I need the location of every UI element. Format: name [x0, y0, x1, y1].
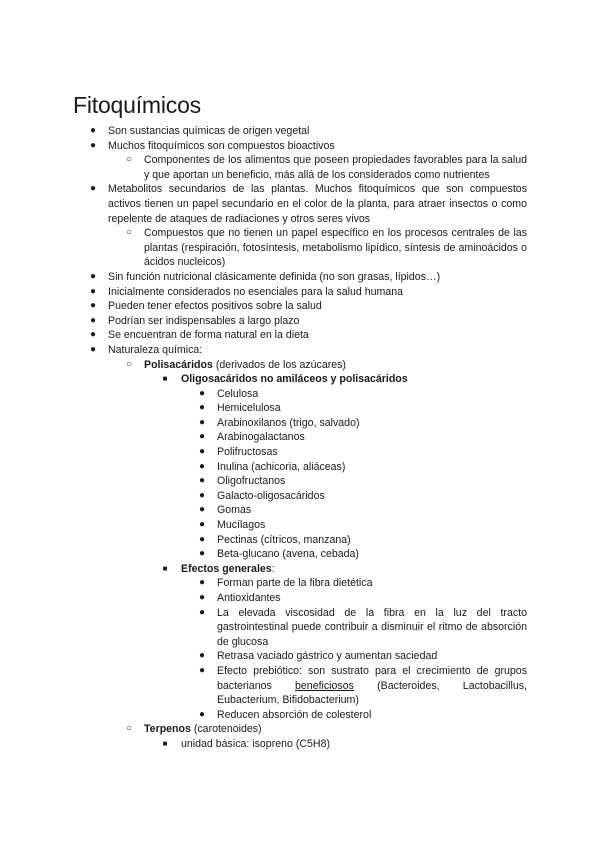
list-item — [0, 401, 527, 416]
prebiotico-text-end: (Bacteroides, Lactobacillus, Eubacterium, Bifidobacterium) — [217, 679, 527, 707]
list-item — [0, 299, 527, 314]
item-text: Pueden tener efectos positivos sobre la salud — [108, 300, 322, 313]
item-text: Gomas — [217, 504, 252, 517]
bullet-square-icon: ■ — [162, 738, 168, 748]
list-item — [0, 445, 527, 460]
bullet-circle-icon: ○ — [125, 358, 133, 370]
bullet-circle-icon: ○ — [125, 154, 133, 166]
efectos-label: Efectos generales — [181, 562, 272, 575]
item-text: Polifructosas — [217, 446, 278, 459]
efectos-sublist — [0, 576, 600, 722]
prebiotico-underlined: beneficiosos — [295, 679, 354, 692]
item-text: Arabinoxilanos (trigo, salvado) — [217, 416, 360, 429]
list-item-polisacaridos — [0, 358, 527, 373]
bullet-disc-icon: ● — [198, 489, 206, 501]
bullet-square-icon: ■ — [162, 374, 168, 384]
item-text: Inulina (achicoria, aliáceas) — [217, 460, 346, 473]
bullet-disc-icon: ● — [89, 314, 97, 326]
bullet-disc-icon: ● — [89, 183, 97, 195]
bullet-disc-icon: ● — [198, 548, 206, 560]
bullet-disc-icon: ● — [198, 475, 206, 487]
bullet-disc-icon: ● — [89, 343, 97, 355]
item-text: Pectinas (cítricos, manzana) — [217, 533, 351, 546]
list-item — [0, 387, 527, 402]
list-item — [0, 489, 527, 504]
bullet-disc-icon: ● — [198, 533, 206, 545]
bullet-disc-icon: ● — [198, 402, 206, 414]
item-text: La elevada viscosidad de la fibra en la luz del tracto gastrointestinal puede contribuir a disminuir el ritmo de absorción de glucosa — [217, 606, 527, 648]
list-item — [0, 430, 527, 445]
bullet-disc-icon: ● — [198, 592, 206, 603]
bullet-disc-icon: ● — [198, 577, 206, 589]
list-item — [0, 270, 527, 285]
bullet-disc-icon: ● — [198, 387, 206, 399]
bullet-square-icon: ■ — [162, 563, 168, 573]
list-item — [0, 182, 527, 226]
list-item — [0, 606, 527, 650]
item-text: Beta-glucano (avena, cebada) — [217, 548, 359, 561]
list-item — [0, 576, 527, 591]
item-text: Arabinogalactanos — [217, 431, 305, 444]
list-item — [0, 328, 527, 343]
bullet-disc-icon: ● — [198, 446, 206, 458]
item-text: Se encuentran de forma natural en la dieta — [108, 329, 309, 342]
bullet-disc-icon: ● — [198, 416, 206, 428]
list-item-prebiotico — [0, 664, 527, 708]
bullet-list — [0, 124, 600, 752]
list-item — [0, 474, 527, 489]
item-text: Mucílagos — [217, 519, 266, 532]
list-item — [0, 343, 527, 358]
list-item — [0, 124, 527, 139]
list-item — [0, 226, 527, 270]
oligosacaridos-sublist — [0, 387, 600, 562]
bullet-circle-icon: ○ — [125, 723, 133, 735]
item-text: Hemicelulosa — [217, 402, 281, 415]
bullet-disc-icon: ● — [198, 708, 206, 720]
list-item — [0, 503, 527, 518]
list-item — [0, 649, 527, 664]
item-text: Metabolitos secundarios de las plantas. Muchos fitoquímicos que son compuestos activos tienen un papel secundario en el color de la planta, para atraer insectos o como repelente de ataques de radiaciones y otros seres vivos — [108, 183, 527, 225]
item-text: Galacto-oligosacáridos — [217, 489, 325, 502]
list-item — [0, 591, 527, 606]
page-title: Fitoquímicos — [73, 92, 201, 118]
list-item — [0, 547, 527, 562]
item-text: Antioxidantes — [217, 592, 281, 604]
bullet-disc-icon: ● — [89, 125, 97, 136]
list-item — [0, 285, 527, 300]
list-item — [0, 416, 527, 431]
item-text: Oligofructanos — [217, 475, 286, 488]
bullet-disc-icon: ● — [89, 300, 97, 312]
bullet-disc-icon: ● — [89, 285, 97, 297]
polisacaridos-note: (derivados de los azúcares) — [212, 358, 346, 371]
item-text: Reducen absorción de colesterol — [217, 708, 372, 721]
bullet-disc-icon: ● — [89, 139, 97, 151]
bullet-disc-icon: ● — [198, 650, 206, 662]
item-text: Sin función nutricional clásicamente definida (no son grasas, lípidos…) — [108, 270, 441, 283]
bullet-disc-icon: ● — [198, 664, 206, 676]
list-item — [0, 139, 527, 154]
prebiotico-text: Efecto prebiótico: son sustrato para el crecimiento de grupos bacterianos — [217, 664, 527, 692]
terpenos-label: Terpenos — [144, 723, 191, 736]
item-text: Son sustancias químicas de origen vegetal — [108, 125, 310, 137]
item-text: Naturaleza química: — [108, 343, 203, 356]
bullet-disc-icon: ● — [198, 504, 206, 516]
item-text: Celulosa — [217, 387, 259, 400]
list-item-efectos — [0, 562, 527, 577]
bullet-disc-icon: ● — [89, 329, 97, 341]
item-text: Podrían ser indispensables a largo plazo — [108, 314, 300, 327]
bullet-disc-icon: ● — [198, 519, 206, 531]
list-item — [0, 153, 527, 182]
bullet-disc-icon: ● — [198, 460, 206, 472]
bullet-disc-icon: ● — [89, 270, 97, 282]
list-item — [0, 518, 527, 533]
item-text: Compuestos que no tienen un papel específico en los procesos centrales de las plantas (respiración, fotosíntesis, metabolismo lipídico, síntesis de aminoácidos o ácidos nucleicos) — [144, 227, 527, 269]
bullet-disc-icon: ● — [198, 431, 206, 443]
item-text: Retrasa vaciado gástrico y aumentan saciedad — [217, 650, 438, 663]
bullet-disc-icon: ● — [198, 606, 206, 618]
item-text: Muchos fitoquímicos son compuestos bioactivos — [108, 139, 335, 152]
item-text: Forman parte de la fibra dietética — [217, 577, 373, 590]
item-text: Componentes de los alimentos que poseen propiedades favorables para la salud y que aportan un beneficio, más allá de los considerados como nutrientes — [144, 154, 527, 181]
list-item — [0, 460, 527, 475]
list-item — [0, 533, 527, 548]
oligosacaridos-label: Oligosacáridos no amiláceos y polisacáridos — [181, 373, 408, 386]
efectos-colon: : — [271, 562, 275, 575]
item-text: unidad básica: isopreno (C5H8) — [181, 737, 330, 750]
list-item — [0, 708, 527, 723]
terpenos-note: (carotenoides) — [190, 723, 262, 736]
list-item — [0, 737, 527, 752]
list-item — [0, 314, 527, 329]
polisacaridos-label: Polisacáridos — [144, 358, 213, 371]
list-item-oligosacaridos — [0, 372, 527, 387]
bullet-circle-icon: ○ — [125, 227, 133, 239]
item-text: Inicialmente considerados no esenciales para la salud humana — [108, 285, 404, 298]
list-item-terpenos — [0, 722, 527, 737]
